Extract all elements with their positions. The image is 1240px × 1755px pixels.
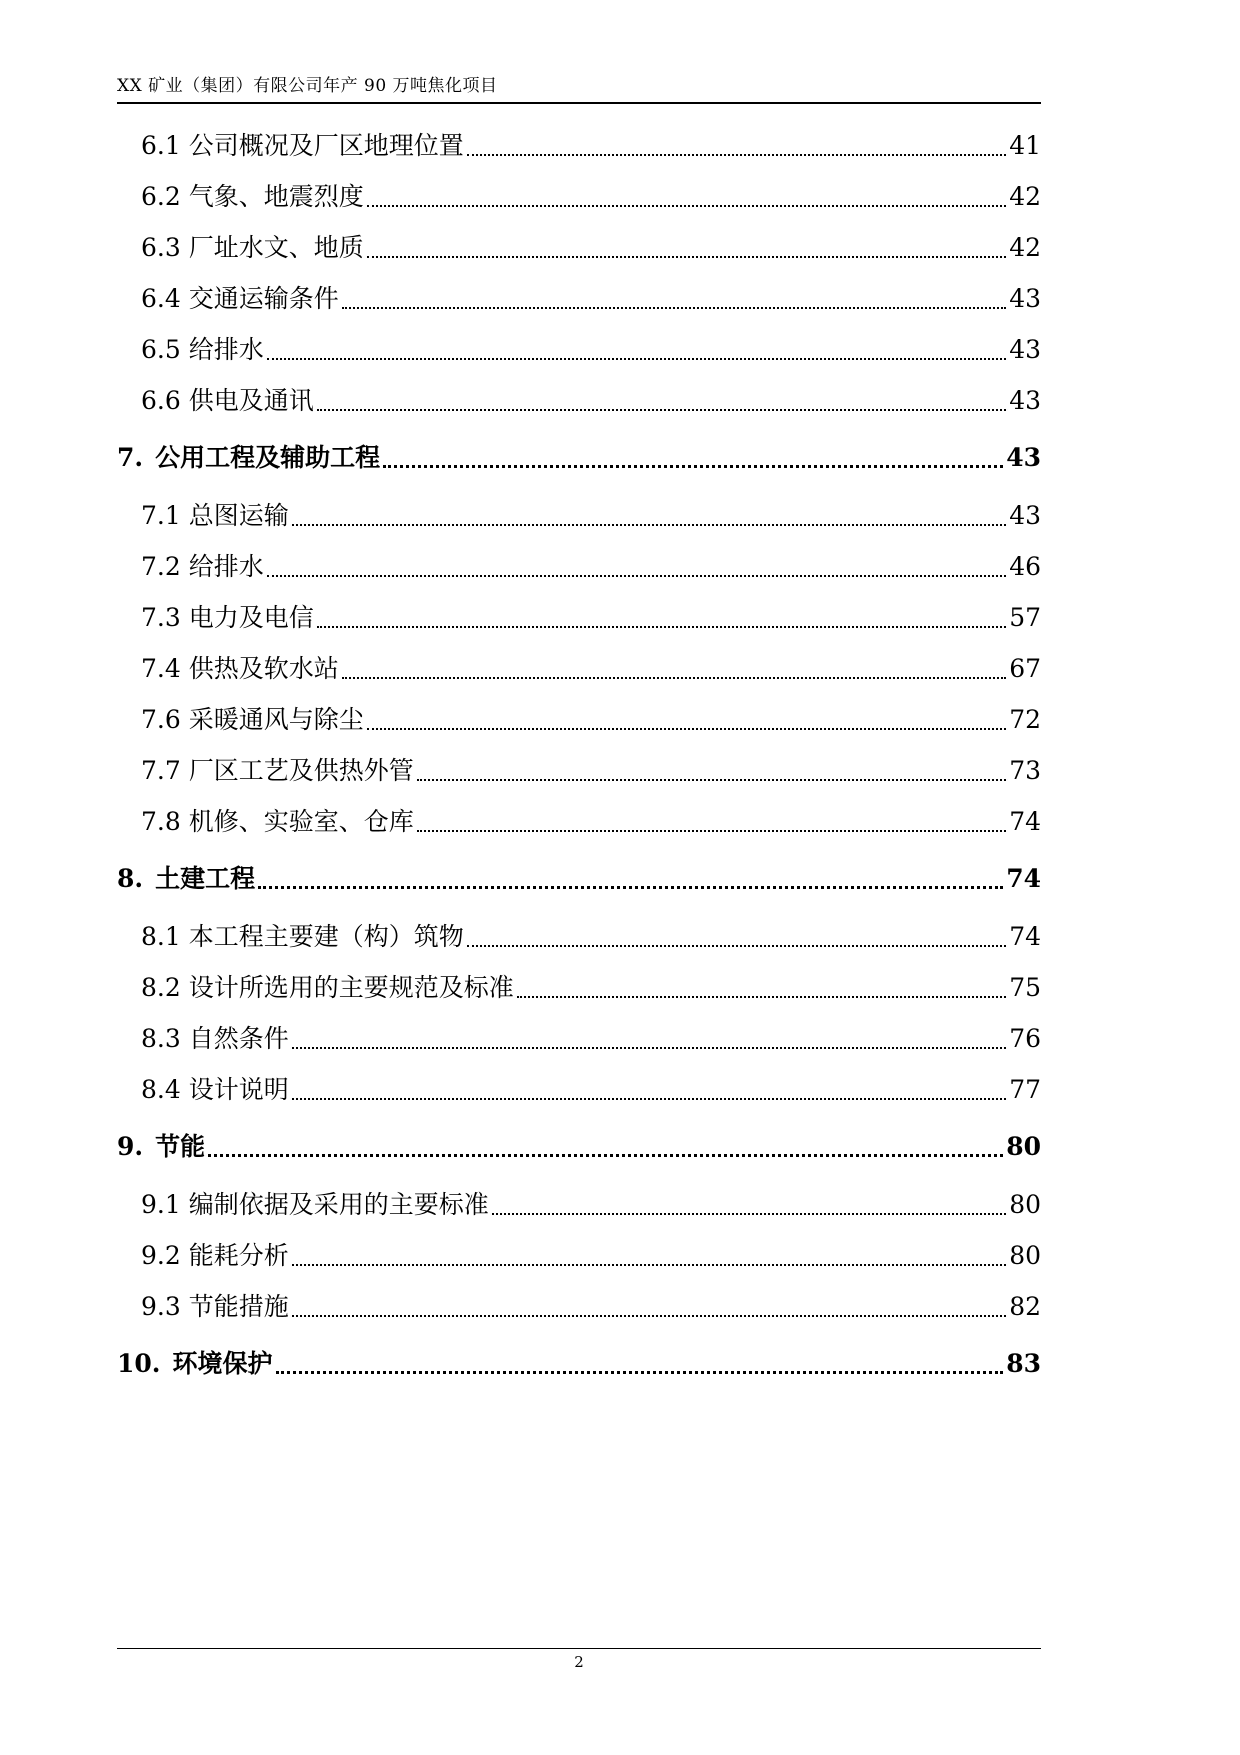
toc-entry-title: 给排水 <box>188 335 264 364</box>
toc-entry-title: 节能 <box>155 1132 206 1161</box>
toc-entry-number: 9. <box>117 1132 144 1161</box>
toc-entry-title: 土建工程 <box>155 864 256 893</box>
toc-dot-leader <box>292 1081 1006 1106</box>
toc-entry-page: 77 <box>1009 1075 1041 1104</box>
toc-entry-title: 能耗分析 <box>188 1241 289 1270</box>
toc-section-entry[interactable] <box>141 547 1041 583</box>
toc-section-entry[interactable] <box>141 700 1041 736</box>
toc-dot-leader <box>417 813 1006 838</box>
toc-section-entry[interactable] <box>141 968 1041 1004</box>
toc-entry-page: 76 <box>1009 1024 1041 1053</box>
toc-section-entry[interactable] <box>141 228 1041 264</box>
toc-entry-number: 7.6 <box>141 705 181 734</box>
toc-chapter-entry[interactable] <box>117 1344 1041 1380</box>
toc-entry-title: 自然条件 <box>188 1024 289 1053</box>
toc-entry-number: 9.3 <box>141 1292 181 1321</box>
toc-dot-leader <box>342 660 1006 685</box>
toc-entry-number: 6.1 <box>141 131 181 160</box>
toc-dot-leader <box>367 239 1006 264</box>
toc-entry-title: 供电及通讯 <box>188 386 314 415</box>
toc-entry-title: 气象、地震烈度 <box>188 182 364 211</box>
toc-entry-page: 74 <box>1009 807 1041 836</box>
toc-section-entry[interactable] <box>141 1019 1041 1055</box>
toc-dot-leader <box>208 1138 1003 1163</box>
toc-entry-title: 环境保护 <box>172 1349 273 1378</box>
toc-entry-page: 74 <box>1006 864 1041 893</box>
page-footer <box>117 1648 1041 1689</box>
toc-entry-number: 9.1 <box>141 1190 181 1219</box>
toc-entry-number: 10. <box>117 1349 161 1378</box>
page-number: 2 <box>574 1653 584 1671</box>
toc-dot-leader <box>267 558 1006 583</box>
toc-entry-title: 给排水 <box>188 552 264 581</box>
toc-dot-leader <box>492 1196 1006 1221</box>
toc-chapter-entry[interactable] <box>117 438 1041 474</box>
toc-entry-number: 8.3 <box>141 1024 181 1053</box>
toc-entry-number: 8.2 <box>141 973 181 1002</box>
toc-entry-number: 7.2 <box>141 552 181 581</box>
toc-entry-number: 7. <box>117 443 144 472</box>
toc-dot-leader <box>517 979 1006 1004</box>
toc-section-entry[interactable] <box>141 1070 1041 1106</box>
toc-entry-title: 公司概况及厂区地理位置 <box>188 131 464 160</box>
toc-entry-title: 编制依据及采用的主要标准 <box>188 1190 489 1219</box>
toc-entry-title: 机修、实验室、仓库 <box>188 807 414 836</box>
toc-entry-page: 75 <box>1009 973 1041 1002</box>
toc-dot-leader <box>292 1030 1006 1055</box>
toc-entry-number: 7.4 <box>141 654 181 683</box>
toc-entry-title: 厂区工艺及供热外管 <box>188 756 414 785</box>
toc-section-entry[interactable] <box>141 126 1041 162</box>
toc-dot-leader <box>342 290 1006 315</box>
toc-dot-leader <box>383 449 1003 474</box>
toc-entry-number: 7.1 <box>141 501 181 530</box>
toc-section-entry[interactable] <box>141 598 1041 634</box>
toc-entry-number: 6.3 <box>141 233 181 262</box>
toc-entry-number: 6.5 <box>141 335 181 364</box>
toc-entry-page: 72 <box>1009 705 1041 734</box>
toc-entry-page: 46 <box>1009 552 1041 581</box>
toc-entry-title: 采暖通风与除尘 <box>188 705 364 734</box>
toc-chapter-entry[interactable] <box>117 859 1041 895</box>
toc-dot-leader <box>367 711 1006 736</box>
toc-entry-number: 8.1 <box>141 922 181 951</box>
toc-dot-leader <box>258 870 1003 895</box>
toc-entry-title: 本工程主要建（构）筑物 <box>188 922 464 951</box>
toc-section-entry[interactable] <box>141 1185 1041 1221</box>
toc-section-entry[interactable] <box>141 1287 1041 1323</box>
toc-entry-title: 供热及软水站 <box>188 654 339 683</box>
toc-entry-number: 7.7 <box>141 756 181 785</box>
toc-entry-title: 总图运输 <box>188 501 289 530</box>
toc-section-entry[interactable] <box>141 751 1041 787</box>
toc-entry-title: 厂址水文、地质 <box>188 233 364 262</box>
toc-dot-leader <box>417 762 1006 787</box>
toc-entry-page: 43 <box>1009 284 1041 313</box>
toc-entry-page: 43 <box>1009 501 1041 530</box>
toc-section-entry[interactable] <box>141 917 1041 953</box>
toc-entry-page: 83 <box>1006 1349 1041 1378</box>
toc-entry-title: 设计所选用的主要规范及标准 <box>188 973 514 1002</box>
toc-entry-title: 交通运输条件 <box>188 284 339 313</box>
toc-entry-number: 8. <box>117 864 144 893</box>
toc-entry-page: 43 <box>1009 386 1041 415</box>
toc-dot-leader <box>292 1298 1006 1323</box>
toc-entry-page: 42 <box>1009 182 1041 211</box>
toc-entry-page: 67 <box>1009 654 1041 683</box>
toc-dot-leader <box>367 188 1006 213</box>
toc-entry-number: 6.2 <box>141 182 181 211</box>
toc-entry-number: 6.6 <box>141 386 181 415</box>
toc-section-entry[interactable] <box>141 279 1041 315</box>
toc-dot-leader <box>317 392 1006 417</box>
toc-entry-page: 43 <box>1006 443 1041 472</box>
toc-section-entry[interactable] <box>141 802 1041 838</box>
toc-entry-page: 41 <box>1009 131 1041 160</box>
toc-section-entry[interactable] <box>141 496 1041 532</box>
toc-entry-number: 7.3 <box>141 603 181 632</box>
toc-dot-leader <box>292 507 1006 532</box>
toc-entry-page: 57 <box>1009 603 1041 632</box>
toc-dot-leader <box>467 137 1006 162</box>
toc-entry-number: 8.4 <box>141 1075 181 1104</box>
toc-entry-number: 6.4 <box>141 284 181 313</box>
toc-entry-page: 42 <box>1009 233 1041 262</box>
toc-entry-title: 设计说明 <box>188 1075 289 1104</box>
toc-section-entry[interactable] <box>141 1236 1041 1272</box>
toc-entry-page: 73 <box>1009 756 1041 785</box>
toc-entry-number: 7.8 <box>141 807 181 836</box>
toc-entry-page: 80 <box>1009 1190 1041 1219</box>
toc-dot-leader <box>317 609 1006 634</box>
toc-dot-leader <box>292 1247 1006 1272</box>
toc-section-entry[interactable] <box>141 330 1041 366</box>
toc-dot-leader <box>467 928 1006 953</box>
toc-entry-page: 43 <box>1009 335 1041 364</box>
toc-dot-leader <box>276 1355 1004 1380</box>
toc-section-entry[interactable] <box>141 649 1041 685</box>
toc-entry-page: 80 <box>1009 1241 1041 1270</box>
toc-section-entry[interactable] <box>141 381 1041 417</box>
toc-section-entry[interactable] <box>141 177 1041 213</box>
header-title: XX 矿业（集团）有限公司年产 90 万吨焦化项目 <box>117 76 498 96</box>
toc-entry-title: 节能措施 <box>188 1292 289 1321</box>
toc-entry-title: 公用工程及辅助工程 <box>155 443 381 472</box>
toc-chapter-entry[interactable] <box>117 1127 1041 1163</box>
toc-entry-page: 80 <box>1006 1132 1041 1161</box>
toc-dot-leader <box>267 341 1006 366</box>
toc-entry-page: 82 <box>1009 1292 1041 1321</box>
toc-entry-title: 电力及电信 <box>188 603 314 632</box>
toc-entry-page: 74 <box>1009 922 1041 951</box>
toc-entry-number: 9.2 <box>141 1241 181 1270</box>
